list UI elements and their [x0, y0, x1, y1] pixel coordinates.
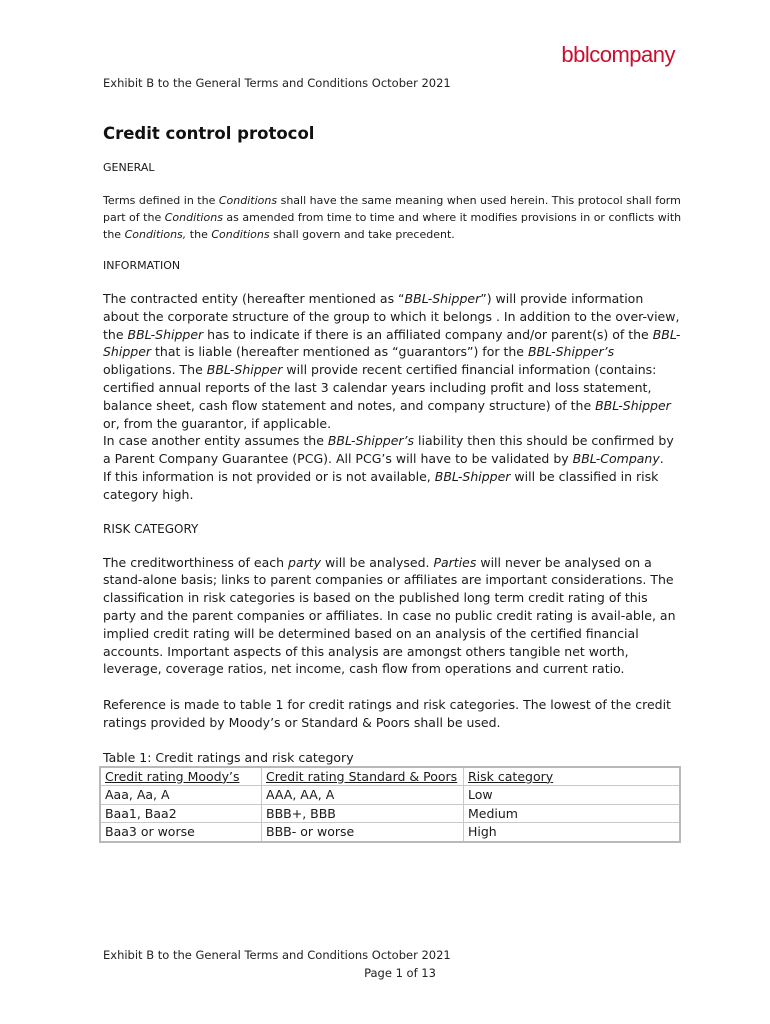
risk-paragraph-1	[103, 554, 683, 679]
page-header: Exhibit B to the General Terms and Conditions October 2021	[103, 76, 451, 90]
text-run: has to indicate if there is an affiliated company and/or parent(s) of the	[203, 326, 653, 342]
table-row	[100, 804, 680, 823]
header-sp: Credit rating Standard & Poors	[262, 767, 464, 786]
information-paragraph-1	[103, 290, 683, 432]
text-run: ”) will provide information about the corporate structure of the group to which it belongs . In addition to the over-view, the	[103, 291, 680, 342]
header-moodys: Credit rating Moody’s	[100, 767, 262, 786]
company-logo: bblcompany	[561, 42, 675, 67]
text-run: shall have the same meaning when used herein. This protocol shall form part of the	[103, 194, 681, 224]
risk-paragraph-2: Reference is made to table 1 for credit ratings and risk categories. The lowest of the credit ratings provided by Moody’s or Standard & Poors shall be used.	[103, 697, 671, 730]
table-cell: High	[464, 823, 681, 842]
information-paragraph-2	[103, 432, 683, 468]
defined-term: Conditions,	[124, 228, 187, 241]
header-risk: Risk category	[464, 767, 681, 786]
text-run: will be classified in risk category high.	[103, 468, 659, 502]
defined-term: Conditions	[164, 211, 223, 224]
defined-term: party	[288, 554, 322, 570]
document-body	[103, 124, 683, 843]
text-run: In case another entity assumes the	[103, 433, 328, 449]
information-paragraph-3	[103, 468, 683, 504]
table-cell: Baa1, Baa2	[100, 804, 262, 823]
defined-term: Conditions	[211, 228, 270, 241]
defined-term: BBL-Company	[572, 451, 660, 467]
text-run: or, from the guarantor, if applicable.	[103, 415, 332, 431]
ratings-table	[99, 766, 681, 843]
section-heading-risk: RISK CATEGORY	[103, 521, 199, 536]
defined-term: BBL-Shipper’s	[327, 433, 415, 449]
text-run: .	[659, 451, 664, 467]
table-cell: BBB+, BBB	[262, 804, 464, 823]
table-header-row	[100, 767, 680, 786]
section-heading-information: INFORMATION	[103, 259, 181, 272]
page-footer: Exhibit B to the General Terms and Conditions October 2021	[103, 948, 451, 962]
defined-term: BBL-Shipper	[206, 362, 283, 378]
defined-term: BBL-Shipper’s	[527, 344, 615, 360]
page-number	[0, 966, 770, 980]
defined-term: BBL-Shipper	[404, 291, 481, 306]
text-run: shall govern and take precedent.	[269, 228, 455, 241]
table-cell: Baa3 or worse	[100, 823, 262, 842]
information-section	[103, 290, 683, 504]
defined-term: BBL-Shipper	[434, 468, 511, 484]
page-title: Credit control protocol	[103, 124, 315, 143]
table-caption: Table 1: Credit ratings and risk category	[103, 749, 354, 765]
text-run: Terms defined in the	[103, 194, 219, 207]
defined-term: Parties	[433, 554, 477, 570]
table-cell: BBB- or worse	[262, 823, 464, 842]
text-run: will provide recent certified financial information (contains: certified annual reports of the last 3 calendar years including profit and loss statement, balance sheet, cash flow statement and notes, and company structure) of the	[103, 362, 657, 413]
table-cell: AAA, AA, A	[262, 786, 464, 805]
table-row	[100, 823, 680, 842]
text-run: will be analysed.	[321, 554, 434, 570]
table-cell: Medium	[464, 804, 681, 823]
table-cell: Aaa, Aa, A	[100, 786, 262, 805]
text-run: the	[186, 228, 212, 241]
table-cell: Low	[464, 786, 681, 805]
general-paragraph	[103, 192, 683, 243]
text-run: as amended from time to time and where it modifies provisions in or conflicts with the	[103, 211, 682, 241]
text-run: If this information is not provided or is not available,	[103, 468, 435, 484]
text-run: will never be analysed on a stand-alone basis; links to parent companies or affiliates are important considerations. The classification in risk categories is based on the published long term credit rating of this party and the parent companies or affiliates. In case no public credit rating is avail-able, an implied credit rating will be determined based on an analysis of the certified financial accounts. Important aspects of this analysis are amongst others tangible net worth, leverage, coverage ratios, net income, cash flow from operations and current ratio.	[103, 554, 676, 677]
text-run: obligations. The	[103, 362, 207, 378]
text-run: liability then this should be confirmed by a Parent Company Guarantee (PCG). All PCG’s will have to be validated by	[103, 433, 674, 467]
table-row	[100, 786, 680, 805]
section-heading-general: GENERAL	[103, 161, 155, 174]
text-run: The contracted entity (hereafter mentioned as “	[103, 291, 405, 306]
text-run: that is liable (hereafter mentioned as “guarantors”) for the	[151, 344, 528, 360]
defined-term: Conditions	[218, 194, 278, 207]
defined-term: BBL-Shipper	[103, 326, 681, 360]
page-number-text: Page 1 of 13	[364, 966, 436, 980]
defined-term: BBL-Shipper	[127, 326, 204, 342]
text-run: The creditworthiness of each	[103, 554, 289, 570]
defined-term: BBL-Shipper	[595, 397, 671, 413]
